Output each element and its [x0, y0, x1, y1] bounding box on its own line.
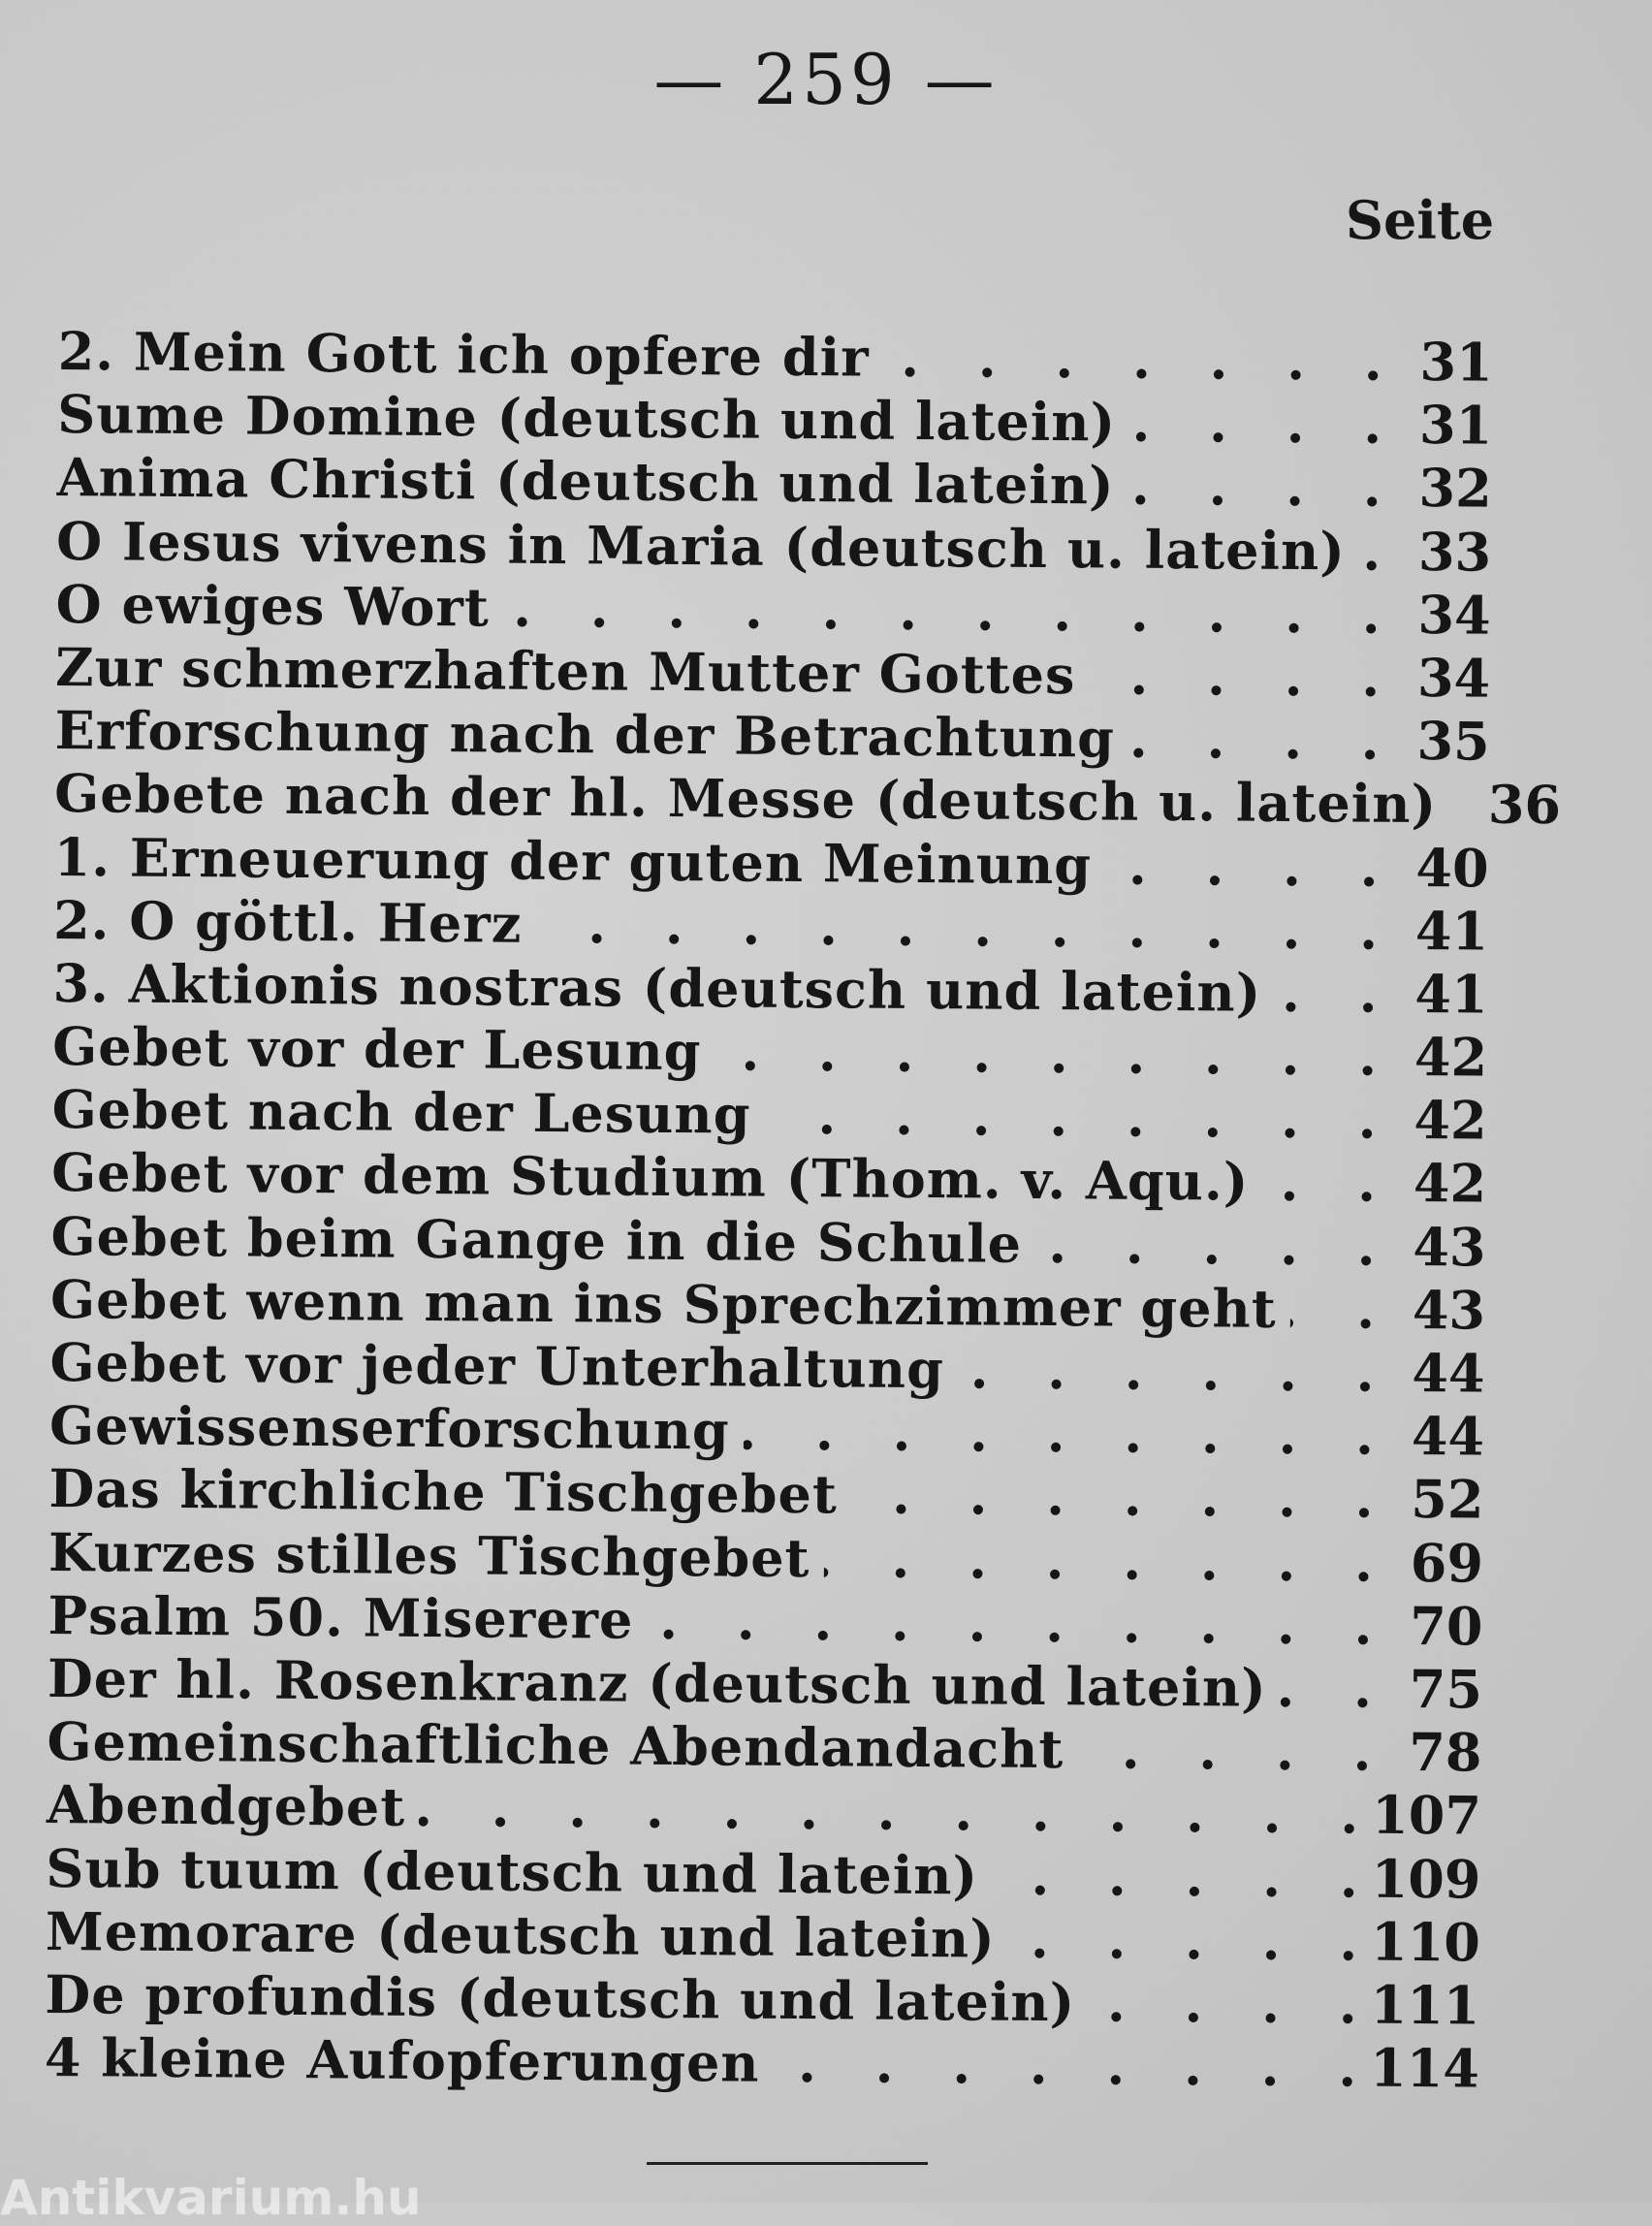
toc-entry [51, 1141, 1486, 1216]
toc-entry-page: 69 [1410, 1531, 1484, 1595]
dot-leader [1105, 834, 1379, 899]
toc-entry-page: 43 [1412, 1278, 1486, 1342]
dot-leader [1275, 962, 1378, 1026]
dot-leader [1280, 1657, 1372, 1721]
toc-entry-page: 111 [1370, 1973, 1480, 2037]
toc-entry [56, 446, 1491, 521]
toc-entry-page: 44 [1412, 1342, 1485, 1405]
dot-leader [1089, 1971, 1357, 2036]
toc-entry-title: Gewissenserforschung [48, 1394, 730, 1462]
toc-entry [53, 889, 1488, 964]
dot-leader [958, 1338, 1375, 1404]
toc-entry-page: 34 [1416, 646, 1491, 710]
end-rule-divider [647, 2162, 928, 2165]
dot-leader [535, 893, 1378, 963]
toc-entry [53, 825, 1488, 900]
toc-entry-title: Anima Christi (deutsch und latein) [56, 446, 1115, 517]
toc-entry [55, 636, 1490, 711]
toc-entry-page: 36 [1487, 773, 1562, 837]
page-column-label: Seite [1346, 189, 1495, 251]
dot-leader [419, 1776, 1359, 1847]
toc-entry-title: Das kirchliche Tischgebet [48, 1457, 839, 1526]
toc-entry-page: 42 [1414, 1089, 1487, 1152]
dot-leader [1035, 1213, 1376, 1279]
toc-entry-title: Sume Domine (deutsch und latein) [56, 383, 1117, 454]
dot-leader [1290, 1278, 1376, 1342]
toc-entry-page: 110 [1370, 1910, 1481, 1974]
dot-leader [1128, 708, 1380, 773]
toc-entry-page: 42 [1414, 1026, 1488, 1089]
dot-leader [1359, 520, 1382, 583]
toc-entry [57, 320, 1492, 395]
page-number: — 259 — [653, 39, 999, 120]
toc-entry-page: 34 [1417, 583, 1491, 647]
dot-leader [1128, 455, 1382, 520]
toc-entry-page: 33 [1417, 520, 1492, 584]
dot-leader [992, 1844, 1358, 1910]
toc-entry [46, 1836, 1480, 1911]
toc-entry-title: Zur schmerzhaften Mutter Gottes [54, 635, 1076, 707]
toc-entry [52, 1015, 1487, 1090]
dot-leader [1077, 1718, 1372, 1783]
toc-entry-title: De profundis (deutsch und latein) [45, 1962, 1076, 2034]
toc-entry-title: Memorare (deutsch und latein) [45, 1899, 996, 1970]
toc-entry-page: 114 [1369, 2036, 1480, 2100]
toc-entry [56, 510, 1491, 585]
toc-entry-title: Gebet wenn man ins Sprechzimmer geht [49, 1267, 1278, 1340]
table-of-contents [44, 320, 1562, 2101]
toc-entry-title: Kurzes stilles Tischgebet [48, 1520, 810, 1589]
dot-leader [715, 1020, 1377, 1088]
toc-entry [48, 1584, 1482, 1659]
toc-entry [48, 1647, 1482, 1722]
toc-entry [45, 2026, 1479, 2101]
dot-leader [773, 2032, 1356, 2100]
toc-entry [47, 1710, 1481, 1785]
dot-leader [647, 1589, 1373, 1658]
toc-entry-page: 32 [1418, 457, 1492, 520]
toc-entry-title: Gebet nach der Lesung [51, 1078, 751, 1146]
toc-entry [54, 699, 1489, 774]
toc-entry-page: 35 [1416, 710, 1490, 773]
watermark: Antikvarium.hu [0, 2170, 422, 2226]
toc-entry [47, 1773, 1481, 1848]
toc-entry-title: Gebete nach der hl. Messe (deutsch u. latein) [53, 762, 1438, 836]
toc-entry-page: 41 [1414, 962, 1488, 1026]
toc-entry [48, 1521, 1483, 1596]
toc-entry-title: 1. Erneuerung der guten Meinung [53, 825, 1093, 896]
dot-leader [823, 1527, 1373, 1594]
toc-entry-page: 31 [1419, 331, 1493, 394]
dot-leader [1129, 392, 1382, 457]
toc-entry-title: Gebet vor jeder Unterhaltung [49, 1330, 945, 1401]
toc-entry-title: 3. Aktionis nostras (deutsch und latein) [52, 951, 1262, 1024]
dot-leader [1008, 1907, 1357, 1973]
dot-leader [743, 1400, 1374, 1468]
toc-entry-page: 41 [1414, 899, 1489, 963]
toc-entry-page: 42 [1413, 1152, 1487, 1216]
toc-entry-page: 70 [1410, 1594, 1483, 1658]
dot-leader [1262, 1151, 1376, 1215]
toc-entry [52, 952, 1487, 1027]
toc-entry-page: 44 [1411, 1405, 1485, 1468]
toc-entry-title: Gebet vor dem Studium (Thom. v. Aqu.) [50, 1141, 1250, 1214]
toc-entry [49, 1331, 1484, 1406]
dot-leader [851, 1464, 1374, 1531]
toc-entry-title: Gemeinschaftliche Abendandacht [47, 1710, 1064, 1781]
toc-entry-page: 109 [1371, 1847, 1481, 1911]
toc-entry-title: Erforschung nach der Betrachtung [54, 699, 1116, 770]
toc-entry-title: Der hl. Rosenkranz (deutsch und latein) [47, 1646, 1267, 1719]
toc-entry-title: Abendgebet [46, 1773, 406, 1839]
toc-entry-title: 4 kleine Aufopferungen [44, 2026, 760, 2094]
toc-entry-title: 2. Mein Gott ich opfere dir [57, 320, 870, 389]
toc-entry-title: Gebet beim Gange in die Schule [50, 1204, 1023, 1275]
toc-entry [51, 1078, 1486, 1153]
dot-leader [503, 576, 1381, 646]
dot-leader [1450, 774, 1451, 837]
toc-entry [46, 1900, 1480, 1975]
toc-entry-page: 40 [1415, 836, 1489, 900]
toc-entry [50, 1268, 1485, 1343]
toc-entry-page: 43 [1413, 1215, 1486, 1279]
toc-entry-page: 78 [1409, 1721, 1482, 1784]
toc-entry [48, 1457, 1483, 1532]
toc-entry-title: O Iesus vivens in Maria (deutsch u. latein) [55, 509, 1347, 582]
toc-entry-page: 75 [1409, 1657, 1483, 1721]
toc-entry [57, 383, 1492, 458]
toc-entry [45, 1963, 1479, 2038]
dot-leader [1089, 644, 1380, 709]
toc-entry-title: O ewiges Wort [55, 572, 491, 639]
toc-entry [49, 1394, 1484, 1469]
toc-entry [50, 1205, 1485, 1280]
toc-entry-page: 107 [1371, 1784, 1482, 1847]
toc-entry [53, 762, 1562, 837]
toc-entry-title: Gebet vor der Lesung [51, 1015, 702, 1083]
dot-leader [764, 1084, 1377, 1152]
toc-entry-title: Psalm 50. Miserere [48, 1583, 634, 1651]
toc-entry-title: Sub tuum (deutsch und latein) [46, 1836, 979, 1907]
toc-entry-page: 31 [1418, 394, 1493, 457]
toc-entry [55, 573, 1490, 648]
dot-leader [882, 327, 1382, 394]
toc-entry-title: 2. O göttl. Herz [52, 888, 523, 955]
toc-entry-page: 52 [1411, 1468, 1484, 1531]
